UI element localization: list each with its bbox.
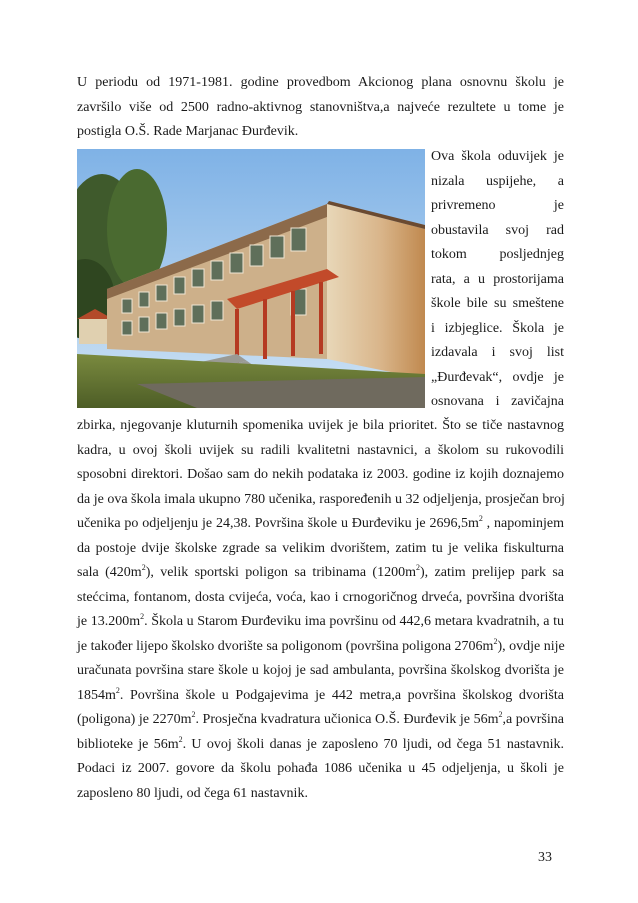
text-segment: , napominjem (482, 516, 564, 531)
text-segment: je 13.200m (77, 614, 141, 629)
text-line: osnovana i zavičajna (431, 394, 564, 409)
text-line: stećcima, fontanom, dosta cvijeća, voća, kao i crnogoričnog drveća, površina dvorišta (77, 589, 564, 605)
text-line (77, 561, 564, 586)
text-line: škole bile su smeštene (431, 296, 564, 311)
text-line: postigla O.Š. Rade Marjanac Đurđevik. (77, 124, 299, 139)
text-line: „Đurđevak“, ovdje je (431, 369, 564, 385)
superscript: 2 (178, 734, 183, 744)
text-line: izdavala i svoj list (431, 345, 564, 360)
superscript: 2 (140, 612, 145, 621)
text-line (77, 708, 564, 733)
superscript: 2 (478, 514, 483, 523)
text-line: Podaci iz 2007. govore da školu pohađa 1086 učenika u 45 odjeljenja, u školi je (77, 761, 564, 776)
text-line: da postoje dvije školske zgrade sa velikim dvorištem, zatim tu je velika fiskulturna (77, 540, 564, 556)
text-line: Ova škola oduvijek je (431, 149, 564, 164)
superscript: 2 (141, 563, 146, 572)
text-segment: . Škola u Starom Đurđeviku ima površinu od 442,6 metara kvadratnih, a tu (144, 614, 564, 629)
text-segment: ), zatim prelijep park sa (420, 565, 564, 580)
text-line: i izbjeglice. Škola je (431, 320, 564, 336)
text-segment: ), velik sportski poligon sa tribinama (1200m (145, 565, 416, 580)
text-segment: sala (420m (77, 565, 142, 580)
text-line: uračunata površina stare škole u kojoj je sad ambulanta, površina školskog dvorišta je (77, 663, 564, 678)
text-line (77, 733, 564, 758)
school-building-photo (77, 149, 425, 408)
superscript: 2 (191, 710, 196, 719)
page-number: 33 (538, 850, 552, 865)
text-segment: . U ovoj školi danas je zaposleno 70 ljudi, od čega 51 nastavnik. (182, 736, 564, 752)
text-line: da je ova škola imala ukupno 780 učenika, raspoređenih u 32 odjeljenja, prosječan broj (77, 491, 565, 507)
text-line: završilo više od 2500 radno-aktivnog stanovništva,a najveće rezultete u tome je (77, 99, 564, 115)
text-line (77, 684, 564, 709)
text-line (77, 512, 564, 537)
text-segment: biblioteke je 56m (77, 736, 179, 752)
text-line: sposobni direktori. Došao sam do nekih podataka iz 2003. godine iz kojih doznajemo (77, 467, 564, 482)
text-line: zaposleno 80 ljudi, od čega 61 nastavnik. (77, 785, 308, 801)
text-line: tokom posljednjeg (431, 247, 564, 262)
text-line: zbirka, njegovanje kluturnih spomenika uvijek je bila prioritet. Što se tiče nastavnog (77, 418, 564, 433)
body-paragraph (77, 414, 564, 806)
text-line (77, 610, 564, 635)
superscript: 2 (498, 710, 503, 719)
superscript: 2 (493, 636, 498, 646)
text-line: rata, a u prostorijama (431, 271, 564, 287)
text-line: U periodu od 1971-1981. godine provedbom Akcionog plana osnovnu školu je (77, 75, 564, 90)
text-segment: učenika po odjeljenju je 24,38. Površina škole u Đurđeviku je 2696,5m (77, 516, 479, 531)
text-line: kadra, u ovoj školi uvijek su radili kvalitetni nastavnici, a školom su rukovodili (77, 442, 564, 458)
side-paragraph (431, 145, 564, 415)
text-segment: (poligona) je 2270m (77, 712, 192, 727)
text-segment: ), ovdje nije (497, 638, 565, 654)
text-line: privremeno je (431, 198, 564, 213)
text-line: nizala uspijehe, a (431, 173, 564, 189)
text-segment: ,a površina (502, 712, 564, 727)
superscript: 2 (115, 685, 120, 695)
superscript: 2 (416, 563, 420, 572)
intro-paragraph (77, 71, 564, 145)
text-line (77, 635, 564, 660)
text-segment: . Prosječna kvadratura učionica O.Š. Đurđevik je 56m (195, 712, 499, 727)
text-segment: 1854m (77, 687, 116, 703)
text-segment: je također lijepo školsko dvorište sa poligonom (površina poligona 2706m (77, 638, 494, 654)
text-segment: . Površina škole u Podgajevima je 442 metra,a površina školskog dvorišta (119, 687, 564, 703)
text-line: obustavila svoj rad (431, 222, 564, 238)
